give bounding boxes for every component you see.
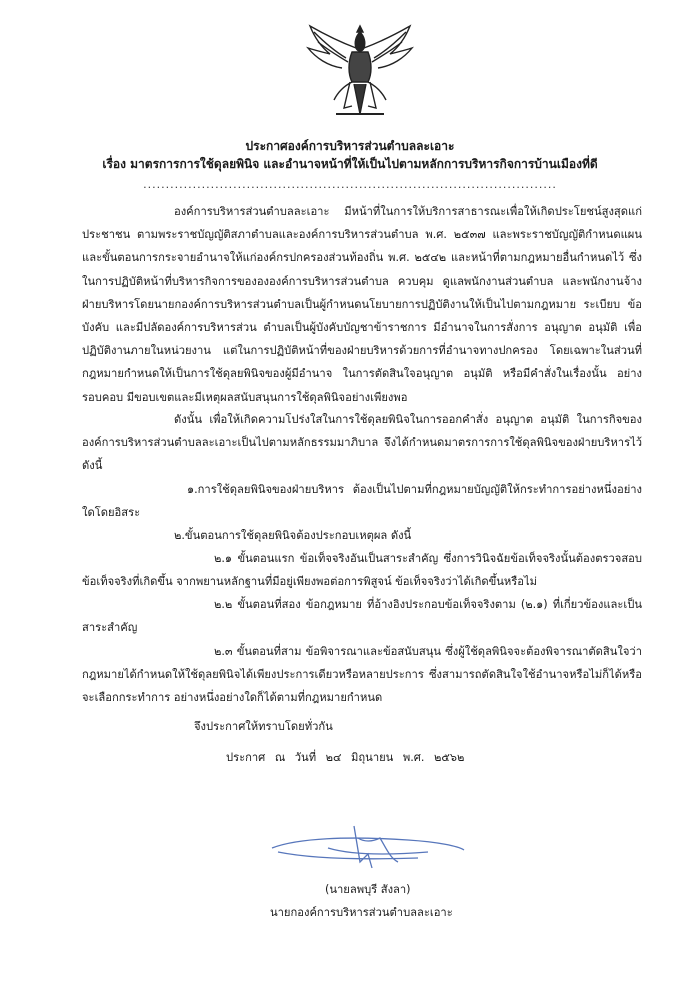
body-item-2 <box>82 524 642 547</box>
item-1: ๑.การใช้ดุลยพินิจของฝ่ายบริหาร ต้องเป็นไปตามที่กฎหมายบัญญัติให้กระทำการอย่างหนึ่งอย่างใดโดยอิสระ <box>82 483 642 520</box>
dotted-separator: ............................................................................................ <box>143 178 557 191</box>
announcement-date: ประกาศ ณ วันที่ ๒๔ มิถุนายน พ.ศ. ๒๕๖๒ <box>226 751 465 764</box>
body-item-2-3 <box>82 640 642 710</box>
signature-image <box>268 818 468 878</box>
body-text-2 <box>82 408 642 478</box>
item-2-2: ๒.๒ ขั้นตอนที่สอง ข้อกฎหมาย ที่อ้างอิงประกอบข้อเท็จจริงตาม (๒.๑) ที่เกี่ยวข้องและเป็นสาระสำคัญ <box>82 598 642 635</box>
announcement-title: ประกาศองค์การบริหารส่วนตำบลละเอาะ <box>245 139 455 153</box>
garuda-emblem-icon <box>300 22 420 122</box>
announcement-subject: เรื่อง มาตรการการใช้ดุลยพินิจ และอำนาจหน้าที่ให้เป็นไปตามหลักการบริหารกิจการบ้านเมืองที่ดี <box>102 157 598 171</box>
body-item-1 <box>82 478 642 524</box>
signer-name: (นายลพบุรี สังลา) <box>325 883 411 896</box>
body-item-2-2 <box>82 593 642 639</box>
body-text <box>82 200 642 409</box>
body-item-2-1 <box>82 547 642 593</box>
closing-announcement: จึงประกาศให้ทราบโดยทั่วกัน <box>194 720 333 733</box>
item-2-1: ๒.๑ ขั้นตอนแรก ข้อเท็จจริงอันเป็นสาระสำคัญ ซึ่งการวินิจฉัยข้อเท็จจริงนั้นต้องตรวจสอบข้อเท็จจริงที่เกิดขึ้น จากพยานหลักฐานที่มีอยู่เพียงพอต่อการพิสูจน์ ข้อเท็จจริงว่าได้เกิดขึ้นหรือไม่ <box>82 552 642 589</box>
paragraph-1: องค์การบริหารส่วนตำบลละเอาะ มีหน้าที่ในการให้บริการสาธารณะเพื่อให้เกิดประโยชน์สูงสุดแก่ประชาชน ตามพระราชบัญญัติสภาตำบลและองค์การบริหารส่วนตำบล พ.ศ. ๒๕๓๗ และพระราชบัญญัติกำหนดแผนและขั้นตอนการกระจายอำนาจให้แก่องค์กรปกครองส่วนท้องถิ่น พ.ศ. ๒๕๔๒ และหน้าที่ตามกฎหมายอื่นกำหนดไว้ ซึ่งในการปฏิบัติหน้าที่บริหารกิจการของององค์การบริหารส่วนตำบล ควบคุม ดูแลพนักงานส่วนตำบล และพนักงานจ้าง ฝ่ายบริหารโดยนายกองค์การบริหารส่วนตำบลเป็นผู้กำหนดนโยบายการปฏิบัติงานให้เป็นไปตามกฎหมาย ระเบียบ ข้อบังคับ และมีปลัดองค์การบริหารส่วน ตำบลเป็นผู้บังคับบัญชาข้าราชการ มีอำนาจในการสั่งการ อนุญาต อนุมัติ เพื่อปฏิบัติงานภายในหน่วยงาน แต่ในการปฏิบัติหน้าที่ของฝ่ายบริหารด้วยการที่อำนาจทางปกครอง โดยเฉพาะในส่วนที่กฎหมายกำหนดให้เป็นการใช้ดุลยพินิจของผู้มีอำนาจ ในการตัดสินใจอนุญาต อนุมัติ หรือมีคำสั่งในเรื่องนั้น อย่างรอบคอบ มีขอบเขตและมีเหตุผลสนับสนุนการใช้ดุลพินิจอย่างเพียงพอ <box>82 205 642 404</box>
paragraph-2: ดังนั้น เพื่อให้เกิดความโปร่งใสในการใช้ดุลยพินิจในการออกคำสั่ง อนุญาต อนุมัติ ในการกิจขององค์การบริหารส่วนตำบลละเอาะเป็นไปตามหลักธรรมมาภิบาล จึงได้กำหนดมาตรการการใช้ดุลพินิจของฝ่ายบริหารไว้ดังนี้ <box>82 413 642 473</box>
item-2: ๒.ขั้นตอนการใช้ดุลยพินิจต้องประกอบเหตุผล ดังนี้ <box>174 529 412 542</box>
item-2-3: ๒.๓ ขั้นตอนที่สาม ข้อพิจารณาและข้อสนับสนุน ซึ่งผู้ใช้ดุลพินิจจะต้องพิจารณาตัดสินใจว่ากฎหมายได้กำหนดให้ใช้ดุลยพินิจได้เพียงประการเดียวหรือหลายประการ ซึ่งสามารถตัดสินใจใช้อำนาจหรือไม่ก็ได้หรือจะเลือกกระทำการ อย่างหนึ่งอย่างใดก็ได้ตามที่กฎหมายกำหนด <box>82 645 642 705</box>
signer-position: นายกองค์การบริหารส่วนตำบลละเอาะ <box>270 906 453 919</box>
